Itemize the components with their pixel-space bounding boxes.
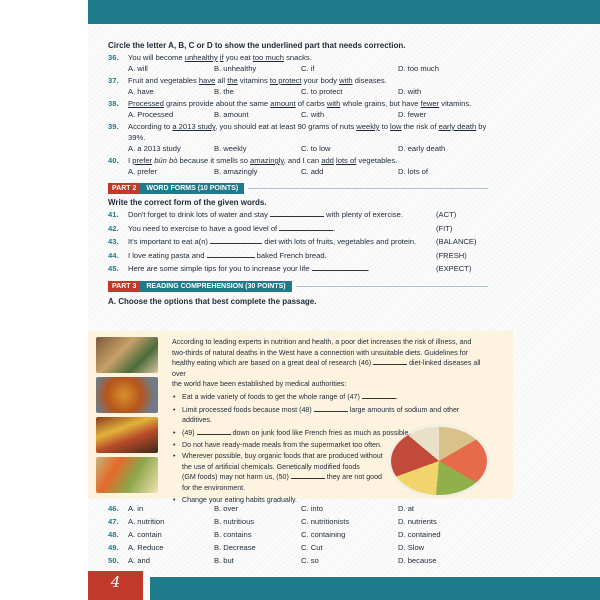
part2-header bbox=[108, 182, 488, 194]
question-number: 36. bbox=[108, 53, 119, 62]
word-form-item bbox=[108, 209, 488, 223]
passage-bullets bbox=[172, 392, 490, 451]
underlined-part[interactable]: too much bbox=[252, 53, 284, 62]
bullet-text: large amounts of sodium and other additives. bbox=[182, 405, 460, 425]
part2-instruction: Write the correct form of the given words. bbox=[108, 198, 267, 207]
underlined-part[interactable]: a 2013 study bbox=[172, 122, 216, 131]
stem-text: vegetables. bbox=[356, 156, 398, 165]
answer-blank[interactable] bbox=[270, 209, 324, 217]
question-stem bbox=[128, 98, 488, 109]
answer-option[interactable]: B. over bbox=[214, 504, 239, 513]
food-platter-photo bbox=[96, 337, 158, 373]
answer-row bbox=[108, 542, 508, 555]
answer-options bbox=[128, 166, 488, 178]
underlined-part[interactable]: prefer bbox=[132, 156, 153, 165]
passage-intro-line: According to leading experts in nutrition and health, a poor diet increases the risk of illness, and bbox=[172, 338, 472, 346]
answer-option[interactable]: C. Cut bbox=[301, 543, 323, 552]
question-stem bbox=[128, 121, 488, 143]
sentence-end: baked French bread. bbox=[254, 250, 327, 260]
question-item bbox=[108, 121, 488, 143]
underlined-part[interactable]: unhealthy bbox=[184, 53, 218, 62]
answer-blank[interactable] bbox=[279, 223, 336, 233]
underlined-part[interactable]: weekly bbox=[356, 122, 380, 131]
answer-options bbox=[128, 109, 488, 121]
stem-text: to bbox=[379, 122, 391, 131]
stem-text: by 39%. bbox=[128, 122, 487, 142]
stem-text: Fruit and vegetables bbox=[128, 76, 199, 85]
question-number: 39. bbox=[108, 122, 119, 131]
answer-option[interactable]: D. lots of bbox=[398, 167, 428, 176]
underlined-part[interactable]: if bbox=[219, 53, 224, 62]
part2-rule bbox=[248, 188, 488, 189]
passage-intro-line: the world have been established by medical authorities: bbox=[172, 380, 347, 389]
sentence-end: with plenty of exercise. bbox=[324, 210, 403, 219]
underlined-part[interactable]: add bbox=[321, 156, 334, 165]
sentence-start: Don't forget to drink lots of water and stay bbox=[128, 210, 271, 219]
answer-option[interactable]: B. nutritious bbox=[214, 517, 255, 526]
word-form-list bbox=[108, 209, 488, 277]
stem-text: because it smells so bbox=[177, 156, 251, 165]
keyword: (BALANCE) bbox=[436, 237, 477, 246]
answer-option[interactable]: B. weekly bbox=[214, 144, 247, 153]
answer-option[interactable]: D. Slow bbox=[398, 543, 425, 552]
answer-option[interactable]: D. early death bbox=[398, 144, 446, 153]
underlined-part[interactable]: early death bbox=[438, 122, 477, 131]
passage-bullet bbox=[172, 405, 490, 426]
answer-options bbox=[128, 63, 488, 75]
question-stem bbox=[128, 75, 488, 86]
answer-option[interactable]: B. unhealthy bbox=[214, 64, 257, 73]
item-number: 45. bbox=[108, 264, 119, 273]
part3-tag: PART 3 bbox=[108, 281, 140, 292]
bullet-text: Eat a wide variety of foods to get the whole range of (47) bbox=[182, 392, 362, 401]
question-number: 38. bbox=[108, 99, 119, 108]
passage-bullet: • Change your eating habits gradually. bbox=[172, 495, 490, 506]
stem-text: , and I can bbox=[283, 156, 322, 165]
answer-option[interactable]: C. to protect bbox=[301, 87, 343, 96]
passage-answer-options bbox=[108, 503, 508, 568]
answer-row bbox=[108, 529, 508, 542]
answer-option[interactable]: C. with bbox=[301, 110, 325, 119]
sentence-start: I love eating pasta and bbox=[128, 250, 207, 260]
keyword: (FIT) bbox=[436, 223, 453, 233]
answer-option[interactable]: A. contain bbox=[128, 530, 162, 539]
answer-blank[interactable] bbox=[207, 250, 255, 258]
question-item bbox=[108, 155, 488, 166]
answer-option[interactable]: C. into bbox=[301, 504, 323, 513]
answer-option[interactable]: D. at bbox=[398, 504, 415, 513]
answer-options bbox=[128, 86, 488, 98]
question-stem bbox=[128, 52, 488, 63]
answer-option[interactable]: D. too much bbox=[398, 64, 439, 73]
question-item bbox=[108, 52, 488, 63]
page-number: 4 bbox=[110, 573, 121, 591]
underlined-part[interactable]: amazingly bbox=[250, 156, 284, 165]
answer-option[interactable]: C. so bbox=[301, 556, 319, 565]
exercise-content bbox=[108, 40, 488, 308]
item-sentence bbox=[128, 236, 416, 248]
stem-text: vitamins bbox=[237, 76, 270, 85]
answer-option[interactable]: D. with bbox=[398, 87, 422, 96]
part2-title: WORD FORMS (10 POINTS) bbox=[140, 183, 244, 194]
stem-text: you eat bbox=[223, 53, 253, 62]
stem-text: snacks. bbox=[283, 53, 312, 62]
answer-blank[interactable] bbox=[362, 392, 396, 399]
passage-bullet bbox=[172, 392, 490, 403]
question-item bbox=[108, 75, 488, 86]
stem-text: You will become bbox=[128, 53, 185, 62]
section1-instruction: Circle the letter A, B, C or D to show the underlined part that needs correction. bbox=[108, 41, 406, 50]
answer-option[interactable]: B. Decrease bbox=[214, 543, 256, 552]
stem-text: whole grains, but have bbox=[340, 99, 421, 108]
error-correction-questions bbox=[108, 52, 488, 178]
answer-option[interactable]: D. contained bbox=[398, 530, 441, 539]
underlined-part[interactable]: to protect bbox=[269, 76, 302, 85]
bullet-text: . bbox=[395, 392, 398, 401]
keyword: (EXPECT) bbox=[436, 264, 472, 273]
answer-option[interactable]: C. add bbox=[301, 167, 324, 176]
answer-option[interactable]: A. in bbox=[128, 504, 144, 513]
passage-intro-line: two-thirds of natural deaths in the West have a connection with unsuitable diets. Guidelines for bbox=[172, 348, 469, 357]
item-sentence bbox=[128, 223, 335, 235]
answer-option[interactable]: D. fewer bbox=[398, 110, 427, 119]
sentence-start: You need to exercise to have a good level of bbox=[128, 223, 280, 233]
item-number: 43. bbox=[108, 237, 119, 246]
reading-passage-box bbox=[88, 331, 513, 505]
question-number: 40. bbox=[108, 156, 119, 165]
answer-option[interactable]: C. if bbox=[301, 64, 315, 73]
answer-option[interactable]: B. amazingly bbox=[214, 167, 258, 176]
answer-option[interactable]: A. Reduce bbox=[128, 543, 164, 552]
answer-option[interactable]: C. nutritionists bbox=[301, 517, 350, 526]
answer-option[interactable]: A. and bbox=[128, 556, 150, 565]
answer-option[interactable]: A. will bbox=[128, 64, 148, 73]
answer-row bbox=[108, 555, 508, 568]
keyword: (ACT) bbox=[436, 210, 457, 219]
question-number: 37. bbox=[108, 76, 119, 85]
item-number: 41. bbox=[108, 210, 119, 219]
question-stem bbox=[128, 155, 488, 166]
answer-option[interactable]: D. because bbox=[398, 556, 437, 565]
stem-text: vitamins. bbox=[439, 99, 472, 108]
answer-blank[interactable] bbox=[210, 236, 262, 244]
answer-option[interactable]: A. have bbox=[128, 87, 154, 96]
underlined-part[interactable]: lots of bbox=[336, 156, 357, 165]
stem-text: I bbox=[128, 156, 133, 165]
passage-intro-line: healthy eating which are based on a great deal of research (46) diet-linked diseases all over bbox=[172, 359, 481, 378]
answer-blank[interactable] bbox=[314, 405, 348, 412]
bullet-text: Do not have ready-made meals from the supermarket too often. bbox=[182, 441, 382, 450]
question-number: 50. bbox=[108, 556, 119, 565]
answer-option[interactable]: C. to low bbox=[301, 144, 331, 153]
question-number: 49. bbox=[108, 543, 119, 552]
part2-tag: PART 2 bbox=[108, 183, 140, 194]
underlined-part[interactable]: have bbox=[198, 76, 216, 85]
part3-rule bbox=[296, 286, 488, 287]
word-form-item bbox=[108, 250, 488, 264]
answer-option[interactable]: B. the bbox=[214, 87, 234, 96]
part3-instruction: A. Choose the options that best complete the passage. bbox=[108, 296, 317, 306]
item-sentence bbox=[128, 250, 327, 262]
stem-text: of carbs bbox=[295, 99, 327, 108]
underlined-part[interactable]: Processed bbox=[128, 99, 164, 108]
stem-text: grains provide about the same bbox=[163, 99, 271, 108]
answer-option[interactable]: B. contains bbox=[214, 530, 252, 539]
answer-row bbox=[108, 516, 508, 529]
underlined-part[interactable]: the bbox=[227, 76, 238, 85]
answer-option[interactable]: B. but bbox=[214, 556, 234, 565]
underlined-part[interactable]: low bbox=[390, 122, 402, 131]
stem-text: all bbox=[215, 76, 228, 85]
sentence-end: diet with lots of fruits, vegetables and protein. bbox=[262, 237, 417, 246]
part3-header bbox=[108, 281, 488, 293]
stem-text: bún bò bbox=[154, 156, 178, 165]
answer-blank[interactable] bbox=[197, 428, 231, 435]
answer-blank[interactable] bbox=[373, 358, 407, 365]
passage-bullet bbox=[172, 440, 490, 451]
item-sentence bbox=[128, 209, 403, 221]
answer-option[interactable]: C. containing bbox=[301, 530, 346, 539]
junk-food-photo bbox=[96, 417, 158, 453]
part3-title: READING COMPREHENSION (30 POINTS) bbox=[140, 281, 291, 292]
item-number: 42. bbox=[108, 223, 119, 233]
passage-text bbox=[172, 337, 490, 506]
sentence-end: . bbox=[333, 223, 336, 233]
question-number: 46. bbox=[108, 504, 119, 513]
answer-option[interactable]: A. Processed bbox=[128, 110, 174, 119]
stem-text: , you should eat at least 90 grams of nuts bbox=[215, 122, 357, 131]
answer-option[interactable]: A. nutrition bbox=[128, 517, 165, 526]
ready-meals-photo bbox=[96, 457, 158, 493]
underlined-part[interactable]: amount bbox=[270, 99, 296, 108]
stem-text: diseases. bbox=[352, 76, 387, 85]
bullet-text: (49) bbox=[182, 428, 197, 437]
answer-option[interactable]: D. nutrients bbox=[398, 517, 437, 526]
word-form-item bbox=[108, 236, 488, 250]
underlined-part[interactable]: fewer bbox=[420, 99, 440, 108]
word-form-item bbox=[108, 223, 488, 237]
answer-option[interactable]: A. a 2013 study bbox=[128, 144, 181, 153]
answer-row bbox=[108, 503, 508, 516]
sentence-start: Here are some simple tips for you to increase your life bbox=[128, 264, 312, 273]
roast-chicken-photo bbox=[96, 377, 158, 413]
sentence-end: . bbox=[367, 264, 370, 273]
sentence-start: It's important to eat a(n) bbox=[128, 237, 211, 246]
keyword: (FRESH) bbox=[436, 250, 467, 260]
passage-bullet bbox=[172, 428, 490, 439]
answer-blank[interactable] bbox=[312, 263, 368, 271]
page-number-box bbox=[88, 571, 143, 600]
answer-option[interactable]: A. prefer bbox=[128, 167, 158, 176]
question-number: 48. bbox=[108, 530, 119, 539]
answer-options bbox=[128, 143, 488, 155]
word-form-item bbox=[108, 263, 488, 277]
answer-option[interactable]: B. amount bbox=[214, 110, 249, 119]
bullet-text: Limit processed foods because most (48) bbox=[182, 405, 314, 414]
item-sentence bbox=[128, 263, 370, 275]
underlined-part[interactable]: with bbox=[326, 99, 341, 108]
question-item bbox=[108, 98, 488, 109]
passage-bullet: • Wherever possible, buy organic foods that are produced without the use of artificial chemicals. Genetically modified foods (GM foods) may not harm us, (50) they are not good for the environment. bbox=[172, 451, 490, 493]
bullet-text: down on junk food like French fries as much as possible. bbox=[230, 428, 411, 437]
stem-text: According to bbox=[128, 122, 173, 131]
stem-text: your body bbox=[301, 76, 340, 85]
footer-band bbox=[150, 577, 600, 600]
top-header-band bbox=[88, 0, 600, 24]
stem-text: the risk of bbox=[401, 122, 439, 131]
item-number: 44. bbox=[108, 250, 119, 260]
underlined-part[interactable]: with bbox=[339, 76, 353, 85]
answer-blank[interactable] bbox=[291, 472, 325, 479]
question-number: 47. bbox=[108, 517, 119, 526]
